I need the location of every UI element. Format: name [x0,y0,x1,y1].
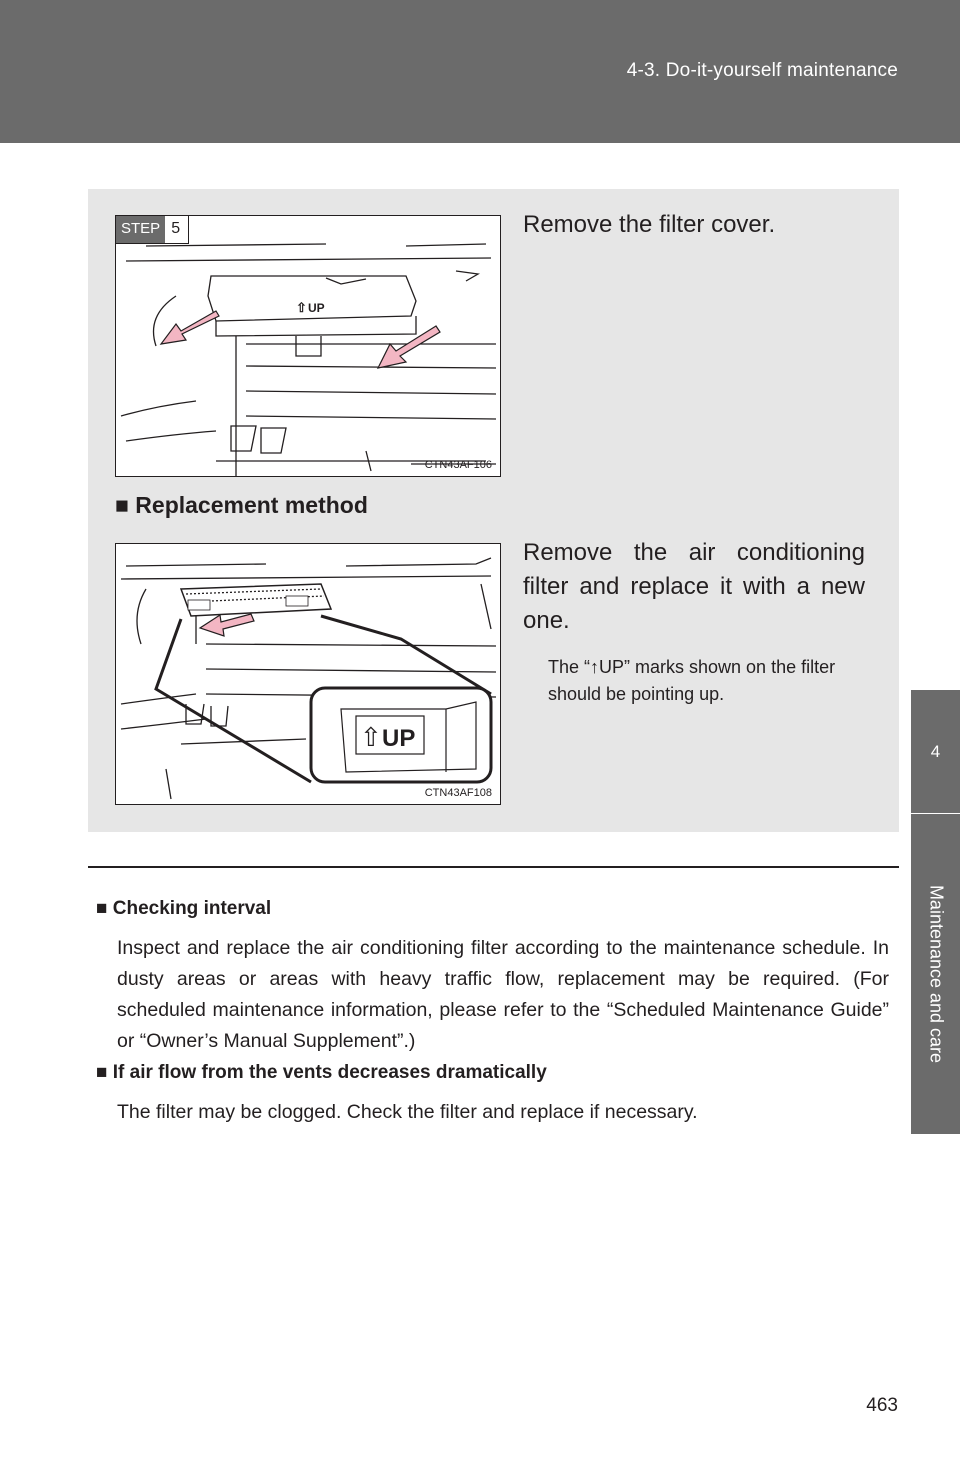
replacement-instruction: Remove the air conditioning filter and replace it with a new one. [523,539,865,634]
square-bullet-icon: ■ [96,898,108,919]
filter-removal-drawing [116,544,500,804]
filter-cover-illustration [115,215,501,477]
section-title: 4-3. Do-it-yourself maintenance [626,60,898,81]
step5-instruction: Remove the filter cover. [523,211,776,238]
up-mark-zoomed [356,716,424,754]
glovebox-filter-cover-drawing [116,216,500,476]
square-bullet-icon: ■ [115,492,129,518]
figure-code: CTN43AF108 [424,787,492,799]
square-bullet-icon: ■ [96,1062,108,1083]
up-mark-note: The “↑UP” marks shown on the filter should be pointing up. [548,657,836,704]
chapter-number: 4 [930,741,941,761]
replacement-heading [115,492,368,519]
svg-text:⇧: ⇧ [360,722,382,752]
figure-code: CTN43AF106 [424,459,492,471]
filter-replacement-illustration [115,543,501,805]
page-header [0,0,960,143]
airflow-heading-text: If air flow from the vents decreases dramatically [112,1062,547,1083]
section-divider [88,866,899,868]
up-mark [296,300,325,315]
step-badge [116,216,189,244]
airflow-body: The filter may be clogged. Check the filter and replace if necessary. [117,1101,698,1123]
svg-text:UP: UP [308,301,325,315]
step-word: STEP [116,216,165,243]
chapter-label-tab[interactable] [911,814,960,1134]
checking-interval-heading-text: Checking interval [112,898,272,919]
airflow-heading [96,1062,547,1084]
chapter-number-tab[interactable] [911,690,960,813]
svg-text:⇧: ⇧ [296,300,307,315]
replacement-heading-text: Replacement method [135,492,368,518]
checking-interval-body: Inspect and replace the air conditioning filter according to the maintenance schedule. In dusty areas or areas with heavy traffic flow, replacement may be required. (For scheduled maintenance information, please refer to the “Scheduled Maintenance Guide” or “Owner’s Manual Supplement”.) [117,937,889,1052]
svg-text:UP: UP [382,725,416,752]
chapter-label: Maintenance and care [926,884,946,1064]
up-mark-small [188,596,308,610]
checking-interval-heading [96,898,271,920]
step-number: 5 [171,220,181,237]
page-number: 463 [866,1395,898,1416]
